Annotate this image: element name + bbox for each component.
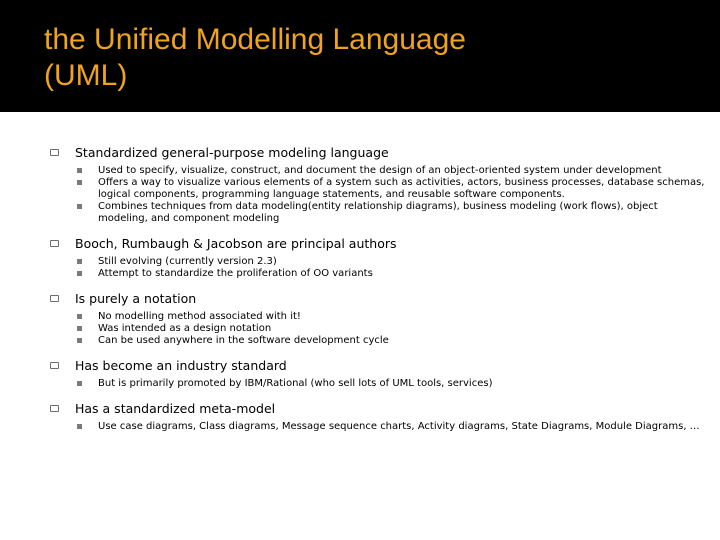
sub-bullet-text: Combines techniques from data modeling(entity relationship diagrams), business modeling (work flows), object modeling, and component modeling — [98, 201, 658, 224]
slide-title-line: the Unified Modelling Language — [44, 23, 466, 56]
hollow-square-bullet-icon — [50, 240, 59, 247]
square-bullet-icon — [77, 259, 82, 264]
bullet-text: Booch, Rumbaugh & Jacobson are principal authors — [75, 236, 397, 251]
bullet-item — [50, 357, 710, 390]
hollow-square-bullet-icon — [50, 149, 59, 156]
sub-bullet-list — [75, 311, 710, 347]
square-bullet-icon — [77, 168, 82, 173]
square-bullet-icon — [77, 381, 82, 386]
sub-bullet-list — [75, 165, 710, 225]
square-bullet-icon — [77, 271, 82, 276]
bullet-text: Has a standardized meta-model — [75, 401, 276, 416]
bullet-list — [50, 144, 710, 433]
bullet-text: Standardized general-purpose modeling language — [75, 145, 389, 160]
square-bullet-icon — [77, 314, 82, 319]
sub-bullet-item — [75, 335, 710, 347]
sub-bullet-item — [75, 201, 710, 225]
sub-bullet-text: But is primarily promoted by IBM/Rational (who sell lots of UML tools, services) — [98, 378, 493, 389]
sub-bullet-item — [75, 165, 710, 177]
hollow-square-bullet-icon — [50, 295, 59, 302]
sub-bullet-item — [75, 177, 710, 201]
sub-bullet-text: Attempt to standardize the proliferation of OO variants — [98, 268, 373, 279]
sub-bullet-text: Offers a way to visualize various elements of a system such as activities, actors, business processes, database schemas, logical components, programming language statements, and reusable software components. — [98, 177, 705, 200]
bullet-text: Has become an industry standard — [75, 358, 287, 373]
slide-title-line: (UML) — [44, 59, 128, 92]
square-bullet-icon — [77, 326, 82, 331]
hollow-square-bullet-icon — [50, 362, 59, 369]
sub-bullet-text: Can be used anywhere in the software development cycle — [98, 335, 389, 346]
bullet-item — [50, 235, 710, 280]
square-bullet-icon — [77, 424, 82, 429]
hollow-square-bullet-icon — [50, 405, 59, 412]
square-bullet-icon — [77, 180, 82, 185]
sub-bullet-item — [75, 421, 710, 433]
title-bar — [0, 0, 720, 112]
sub-bullet-list — [75, 256, 710, 280]
sub-bullet-text: Still evolving (currently version 2.3) — [98, 256, 277, 267]
bullet-item — [50, 144, 710, 225]
slide-title — [44, 22, 684, 94]
sub-bullet-item — [75, 256, 710, 268]
sub-bullet-text: Used to specify, visualize, construct, and document the design of an object-oriented system under development — [98, 165, 662, 176]
sub-bullet-list — [75, 421, 710, 433]
bullet-item — [50, 290, 710, 347]
sub-bullet-item — [75, 323, 710, 335]
sub-bullet-list — [75, 378, 710, 390]
square-bullet-icon — [77, 204, 82, 209]
sub-bullet-item — [75, 268, 710, 280]
bullet-item — [50, 400, 710, 433]
sub-bullet-text: Was intended as a design notation — [98, 323, 272, 334]
sub-bullet-item — [75, 378, 710, 390]
square-bullet-icon — [77, 338, 82, 343]
bullet-text: Is purely a notation — [75, 291, 197, 306]
sub-bullet-text: Use case diagrams, Class diagrams, Message sequence charts, Activity diagrams, State Diagrams, Module Diagrams, … — [98, 421, 700, 432]
sub-bullet-text: No modelling method associated with it! — [98, 311, 301, 322]
sub-bullet-item — [75, 311, 710, 323]
